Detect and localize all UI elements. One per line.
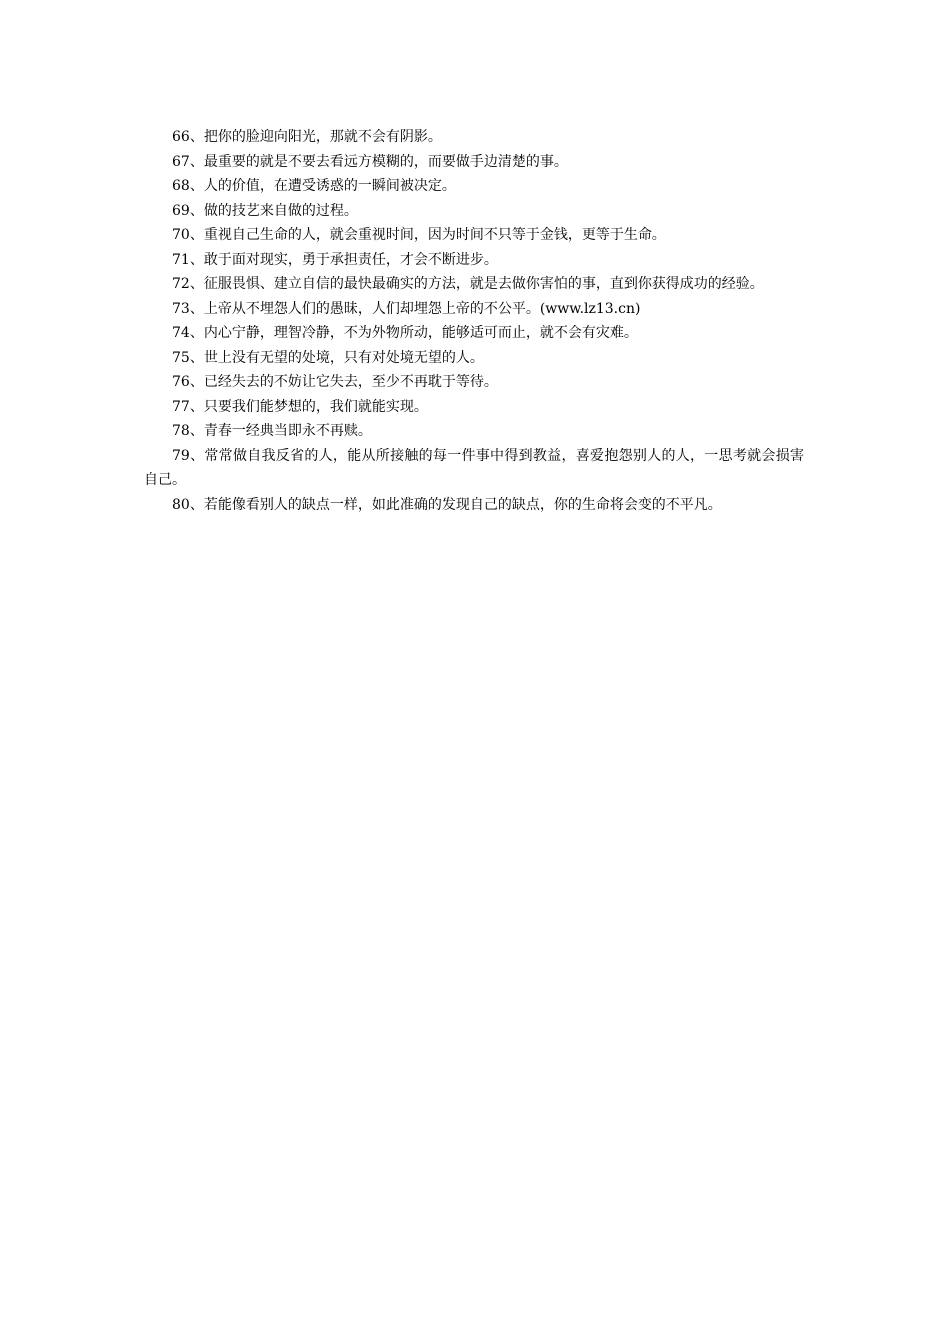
quote-paragraph-73: 73、上帝从不埋怨人们的愚昧，人们却埋怨上帝的不公平。(www.lz13.cn) bbox=[172, 300, 641, 317]
quote-paragraph-66: 66、把你的脸迎向阳光，那就不会有阴影。 bbox=[172, 129, 442, 145]
quote-paragraph-78: 78、青春一经典当即永不再赎。 bbox=[172, 423, 372, 439]
quote-paragraph-69: 69、做的技艺来自做的过程。 bbox=[172, 202, 358, 219]
quote-paragraph-74: 74、内心宁静，理智冷静，不为外物所动，能够适可而止，就不会有灾难。 bbox=[172, 325, 638, 341]
quote-paragraph-67: 67、最重要的就是不要去看远方模糊的，而要做手边清楚的事。 bbox=[172, 153, 568, 170]
quote-paragraph-80: 80、若能像看别人的缺点一样，如此准确的发现自己的缺点，你的生命将会变的不平凡。 bbox=[172, 496, 722, 513]
document-body bbox=[144, 125, 804, 517]
quote-paragraph-75: 75、世上没有无望的处境，只有对处境无望的人。 bbox=[172, 349, 484, 366]
quote-paragraph-68: 68、人的价值，在遭受诱惑的一瞬间被决定。 bbox=[172, 178, 456, 194]
quote-paragraph-77: 77、只要我们能梦想的，我们就能实现。 bbox=[172, 398, 428, 415]
quote-paragraph-70: 70、重视自己生命的人，就会重视时间，因为时间不只等于金钱，更等于生命。 bbox=[172, 227, 666, 243]
quote-paragraph-79: 79、常常做自我反省的人，能从所接触的每一件事中得到教益，喜爱抱怨别人的人，一思考就会损害自己。 bbox=[144, 447, 804, 488]
quote-paragraph-71: 71、敢于面对现实，勇于承担责任，才会不断进步。 bbox=[172, 251, 498, 268]
quote-paragraph-76: 76、已经失去的不妨让它失去，至少不再耽于等待。 bbox=[172, 374, 498, 390]
quote-paragraph-72: 72、征服畏惧、建立自信的最快最确实的方法，就是去做你害怕的事，直到你获得成功的经验。 bbox=[172, 276, 764, 292]
